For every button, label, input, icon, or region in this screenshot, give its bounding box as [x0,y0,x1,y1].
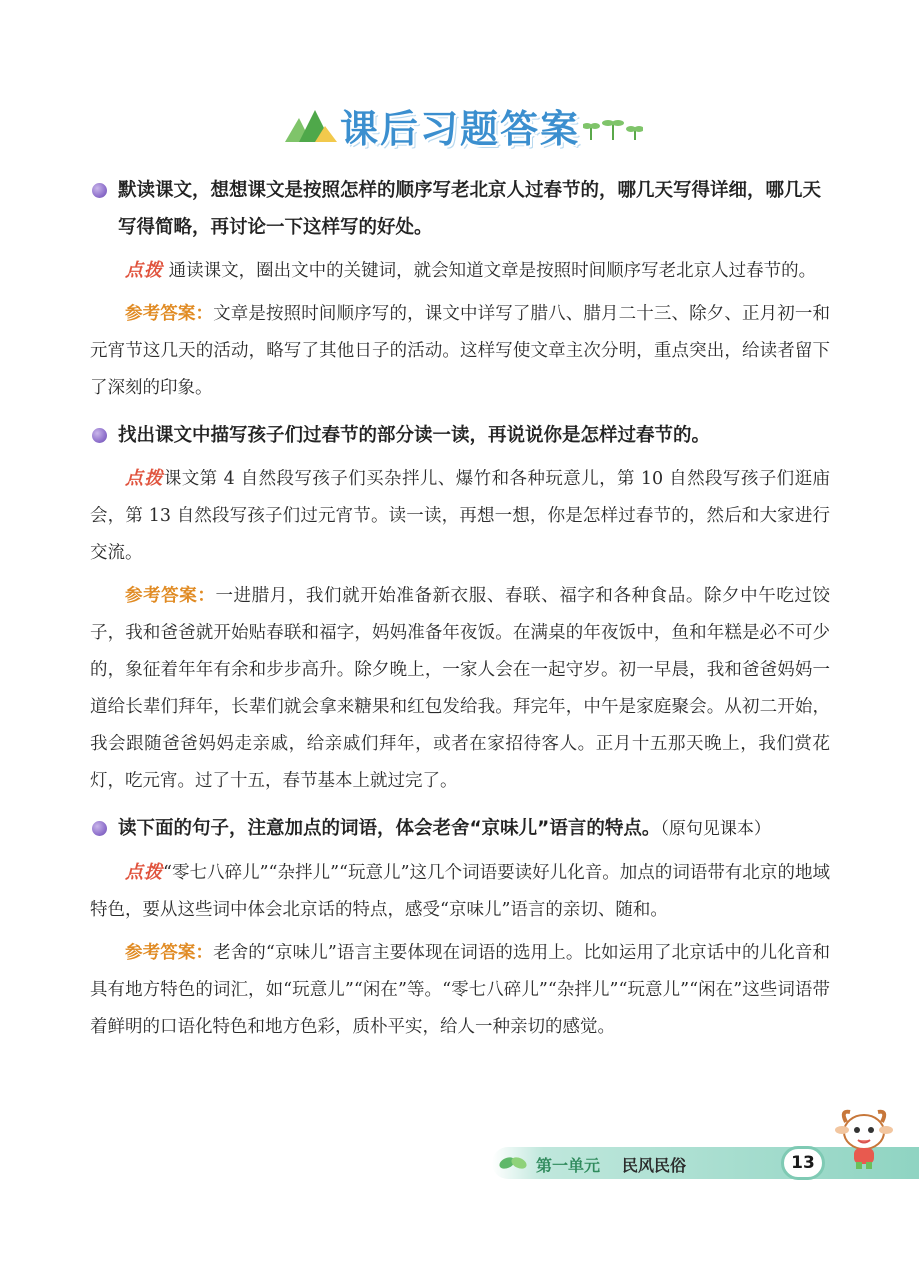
unit-label: 第一单元 [536,1156,601,1175]
section-1 [90,172,830,407]
answer-paragraph [90,578,830,800]
unit-theme: 民风民俗 [622,1156,687,1175]
bullet-icon [92,183,107,198]
answer-label: 参考答案： [125,586,216,606]
goat-mascot-icon [826,1108,906,1170]
answer-text: 文章是按照时间顺序写的，课文中详写了腊八、腊月二十三、除夕、正月初一和元宵节这几天的活动，略写了其他日子的活动。这样写使文章主次分明，重点突出，给读者留下了深刻的印象。 [90,304,831,398]
exercise-answers [90,172,830,1046]
hint-label: 点拨 [125,468,164,489]
sprout-icon [583,114,643,142]
question [90,417,830,454]
answer-text: 老舍的“京味儿”语言主要体现在词语的选用上。比如运用了北京话中的儿化音和具有地方特色的词汇，如“玩意儿”“闲在”等。“零七八碎儿”“杂拌儿”“玩意儿”“闲在”这些词语带着鲜明的口语化特色和地方色彩，质朴平实，给人一种亲切的感觉。 [90,943,831,1037]
answer-paragraph [90,935,830,1046]
question-text: 默读课文，想想课文是按照怎样的顺序写老北京人过春节的，哪几天写得详细，哪几天写得简略，再讨论一下这样写的好处。 [118,180,822,238]
question-text: 读下面的句子，注意加点的词语，体会老舍“京味儿”语言的特点。 [118,818,661,839]
page-title: 课后习题答案 [340,107,581,151]
question-note: （原句见课本） [660,819,771,839]
title-banner [0,92,919,162]
page-number: 13 [781,1146,825,1180]
leaf-icon [498,1152,528,1172]
question [90,172,830,246]
hint-label: 点拨 [125,862,164,883]
question [90,810,830,848]
question-text: 找出课文中描写孩子们过春节的部分读一读，再说说你是怎样过春节的。 [118,425,711,446]
hint-text: 通读课文，圈出文中的关键词，就会知道文章是按照时间顺序写老北京人过春节的。 [168,261,817,281]
answer-label: 参考答案： [125,304,214,324]
hint-paragraph [90,252,830,290]
answer-text: 一进腊月，我们就开始准备新衣服、春联、福字和各种食品。除夕中午吃过饺子，我和爸爸就开始贴春联和福字，妈妈准备年夜饭。在满桌的年夜饭中，鱼和年糕是必不可少的，象征着年年有余和步步高升。除夕晚上，一家人会在一起守岁。初一早晨，我和爸爸妈妈一道给长辈们拜年，长辈们就会拿来糖果和红包发给我。拜完年，中午是家庭聚会。从初二开始，我会跟随爸爸妈妈走亲戚，给亲戚们拜年，或者在家招待客人。正月十五那天晚上，我们赏花灯，吃元宵。过了十五，春节基本上就过完了。 [90,586,831,791]
answer-paragraph [90,296,830,407]
section-3 [90,810,830,1046]
bullet-icon [92,821,107,836]
hint-label: 点拨 [125,260,163,281]
hint-paragraph [90,854,830,929]
answer-label: 参考答案： [125,943,214,963]
section-2 [90,417,830,800]
hint-text: “零七八碎儿”“杂拌儿”“玩意儿”这几个词语要读好儿化音。加点的词语带有北京的地域特色，要从这些词中体会北京话的特点，感受“京味儿”语言的亲切、随和。 [90,863,830,920]
bullet-icon [92,428,107,443]
mountain-icon [285,108,337,142]
hint-paragraph [90,460,830,572]
hint-text: 课文第 4 自然段写孩子们买杂拌儿、爆竹和各种玩意儿，第 10 自然段写孩子们逛庙会，第 13 自然段写孩子们过元宵节。读一读，再想一想，你是怎样过春节的，然后和大家进行交流。 [90,469,830,563]
